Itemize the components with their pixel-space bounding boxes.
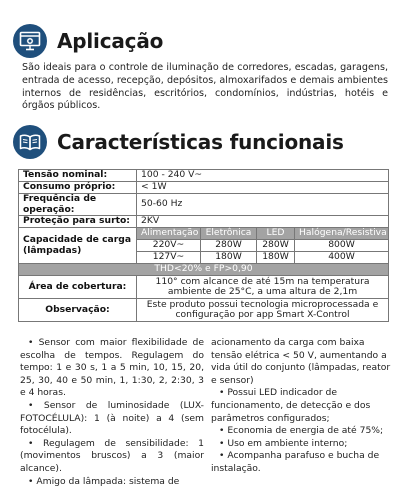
list-item: • Sensor com maior flexibilidade de escolha de tempos. Regulagem do tempo: 1 e 30 s, 1 a 5 min, 10, 15, 20, 25, 30, 40 e 50 min, 1, 1:30, 2, 2:30, 3 e 4 horas. xyxy=(20,337,204,400)
aplicacao-header xyxy=(13,24,163,58)
list-item: • Sensor de luminosidade (LUX-FOTOCÉLULA): 1 (à noite) a 4 (sem fotocélula). xyxy=(20,400,204,438)
table-row xyxy=(19,299,389,322)
features-left-column xyxy=(20,337,204,488)
carga-header: Halógena/Resistiva xyxy=(295,228,389,240)
carga-header: Eletrônica xyxy=(201,228,257,240)
tensao-value: 100 - 240 V~ xyxy=(137,170,389,182)
carga-header: Alimentação xyxy=(137,228,201,240)
carga-cell: 280W xyxy=(257,240,295,252)
carga-cell: 400W xyxy=(295,252,389,264)
caracteristicas-title: Características funcionais xyxy=(57,130,344,154)
carga-cell: 180W xyxy=(257,252,295,264)
carga-label: Capacidade de carga (lâmpadas) xyxy=(19,228,137,264)
table-row xyxy=(19,216,389,228)
list-item: • Possui LED indicador de funcionamento, de detecção e dos parâmetros configurados; xyxy=(211,387,395,425)
table-row xyxy=(19,228,389,240)
area-value: 110° com alcance de até 15m na temperatura ambiente de 25°C, a uma altura de 2,1m xyxy=(137,276,389,299)
specs-table xyxy=(18,169,389,322)
table-row xyxy=(19,194,389,216)
list-item-continuation: acionamento da carga com baixa tensão elétrica < 50 V, aumentando a vida útil do conjunto (lâmpadas, reator e sensor) xyxy=(211,337,391,386)
monitor-gear-icon xyxy=(13,24,47,58)
list-item: • Uso em ambiente interno; xyxy=(211,438,395,451)
obs-value: Este produto possui tecnologia microprocessada e configuração por app Smart X-Control xyxy=(137,299,389,322)
carga-header: LED xyxy=(257,228,295,240)
area-label: Área de cobertura: xyxy=(19,276,137,299)
carga-cell: 220V~ xyxy=(137,240,201,252)
obs-label: Observação: xyxy=(19,299,137,322)
list-item: • Amigo da lâmpada: sistema de xyxy=(20,476,204,489)
carga-cell: 800W xyxy=(295,240,389,252)
list-item: • Economia de energia de até 75%; xyxy=(211,425,395,438)
table-row xyxy=(19,182,389,194)
open-book-icon xyxy=(13,125,47,159)
list-item: • Acompanha parafuso e bucha de instalação. xyxy=(211,450,395,475)
carga-cell: 280W xyxy=(201,240,257,252)
list-item: • Regulagem de sensibilidade: 1 (movimentos bruscos) a 3 (maior alcance). xyxy=(20,438,204,476)
table-row xyxy=(19,276,389,299)
table-row xyxy=(19,170,389,182)
frequencia-value: 50-60 Hz xyxy=(137,194,389,216)
table-row xyxy=(19,264,389,276)
protecao-value: 2KV xyxy=(137,216,389,228)
consumo-value: < 1W xyxy=(137,182,389,194)
carga-cell: 180W xyxy=(201,252,257,264)
caracteristicas-header xyxy=(13,125,344,159)
thd-note: THD<20% e FP>0,90 xyxy=(19,264,389,276)
consumo-label: Consumo próprio: xyxy=(19,182,137,194)
aplicacao-title: Aplicação xyxy=(57,29,164,53)
tensao-label: Tensão nominal: xyxy=(19,170,137,182)
carga-cell: 127V~ xyxy=(137,252,201,264)
features-right-column xyxy=(211,337,395,476)
aplicacao-text: São ideais para o controle de iluminação de corredores, escadas, garagens, entrada de acesso, recepção, depósitos, almoxarifados e demais ambientes internos de residências, escritórios, condomínios, indústrias, hotéis e órgãos públicos. xyxy=(22,62,388,112)
protecao-label: Proteção para surto: xyxy=(19,216,137,228)
frequencia-label: Frequência de operação: xyxy=(19,194,137,216)
